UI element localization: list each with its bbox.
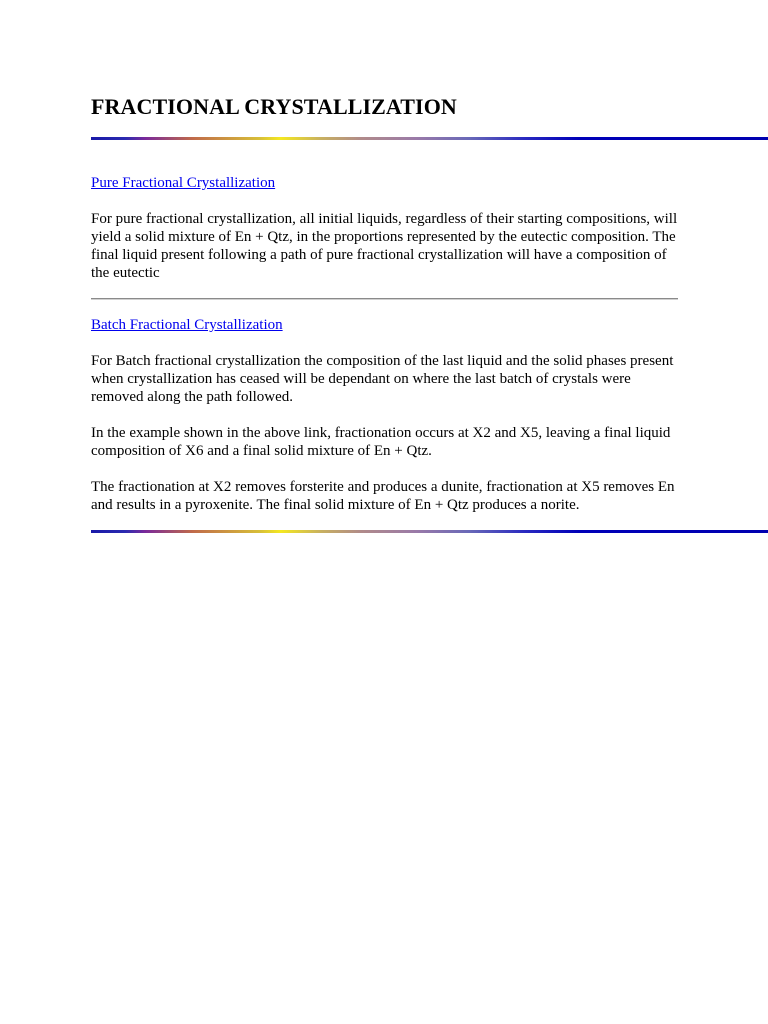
section-divider [91,298,678,300]
page-title: FRACTIONAL CRYSTALLIZATION [91,94,457,119]
fractionation-results-paragraph: The fractionation at X2 removes forsterite and produces a dunite, fractionation at X5 removes En and results in a pyroxenite. The final solid mixture of En + Qtz produces a norite. [91,479,675,513]
top-rainbow-divider [91,137,768,140]
batch-crystallization-paragraph: For Batch fractional crystallization the composition of the last liquid and the solid phases present when crystallization has ceased will be dependant on where the last batch of crystals were removed along the path followed. [91,353,674,405]
bottom-rainbow-divider [91,530,768,533]
batch-fractional-crystallization-link[interactable]: Batch Fractional Crystallization [91,317,283,333]
pure-fractional-crystallization-link[interactable]: Pure Fractional Crystallization [91,175,276,191]
pure-crystallization-paragraph: For pure fractional crystallization, all initial liquids, regardless of their starting compositions, will yield a solid mixture of En + Qtz, in the proportions represented by the eutectic composition. The final liquid present following a path of pure fractional crystallization will have a composition of the eutectic [91,211,678,281]
example-fractionation-paragraph: In the example shown in the above link, fractionation occurs at X2 and X5, leaving a final liquid composition of X6 and a final solid mixture of En + Qtz. [91,425,671,459]
